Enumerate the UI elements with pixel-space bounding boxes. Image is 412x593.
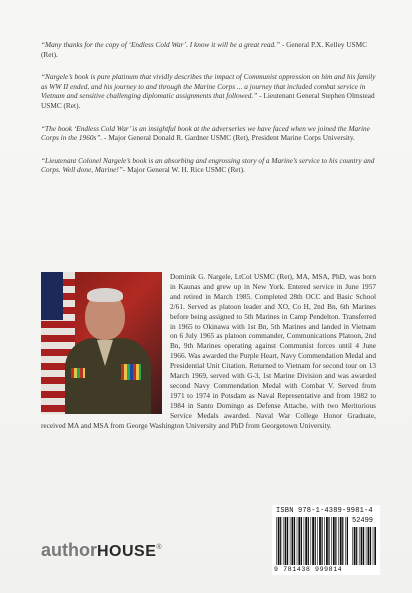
endorsement-quotes	[41, 40, 376, 188]
barcode-bar	[345, 517, 346, 565]
barcode-bar	[374, 527, 376, 565]
barcode-bar	[319, 517, 321, 565]
quote-attribution: - Major General W. H. Rice USMC (Ret).	[122, 165, 245, 175]
quote-text: “Nargele’s book is pure platinum that vividly describes the impact of Communist oppression on him and his family as WW II ended, and his journey to and through the Marine Corps ... a journey that included combat service in Vietnam and sensitive challenging diplomatic assignments that followed.”	[41, 72, 376, 101]
barcode-bar	[366, 527, 367, 565]
barcode-bar	[363, 527, 364, 565]
author-bio-section	[41, 272, 376, 431]
barcode-bar	[354, 527, 356, 565]
barcode-bar	[278, 517, 280, 565]
ean-bars	[276, 517, 348, 565]
barcode-bar	[324, 517, 325, 565]
quote-attribution: - Major General Donald R. Gardner USMC (Ret), President Marine Corps University.	[102, 133, 355, 143]
barcode-bar	[359, 527, 360, 565]
barcode-bar	[322, 517, 323, 565]
barcode-bar	[292, 517, 294, 565]
barcode-bar	[280, 517, 281, 565]
quote-2	[41, 72, 376, 110]
publisher-logo	[41, 540, 162, 561]
author-photo	[41, 272, 162, 414]
barcode-bar	[305, 517, 307, 565]
ean-number: 9 781438 999814	[274, 566, 343, 573]
barcode-bar	[342, 517, 343, 565]
barcode-bar	[338, 517, 339, 565]
flag-canton	[41, 272, 63, 320]
barcode-bar	[315, 517, 316, 565]
barcode-bar	[373, 527, 374, 565]
barcode-bar	[333, 517, 335, 565]
barcode-bar	[370, 527, 371, 565]
barcode-bar	[356, 527, 357, 565]
medal-ribbons	[121, 364, 141, 380]
addon-bars	[352, 527, 376, 565]
barcode-bar	[368, 527, 370, 565]
barcode-bar	[276, 517, 277, 565]
registered-mark: ®	[156, 544, 162, 551]
barcode-bar	[312, 517, 314, 565]
barcode-bar	[326, 517, 328, 565]
quote-attribution: - Lieutenant General Stephen Olmstead USMC (Ret).	[41, 91, 375, 110]
barcode-bar	[347, 517, 348, 565]
barcode-bar	[340, 517, 342, 565]
logo-house: HOUSE	[97, 543, 157, 560]
author-bio: Dominik G. Nargele, LtCol USMC (Ret), MA, MSA, PhD, was born in Kaunas and grew up in New York. Entered service in June 1957 and retired in March 1985. Completed 28th OCC and Basic School 2/61. Served as platoon leader and XO, Co H, 2nd Bn, 6th Marines before being assigned to 5th Marines in Camp Pendelton. Transferred in 1965 to Okinawa with 1st Bn, 5th Marines and landed in Vietnam on 6 July 1965 as platoon commander, Communications Platoon, 2nd Bn, 9th Marines operating against Communist forces until 4 June 1966. Was awarded the Purple Heart, Navy Commendation Medal and Presidential Unit Citation. Returned to Vietnam for second tour on 13 March 1969, served with G-3, 1st Marine Division and was awarded second Navy Commendation Medal with Combat V. Served from 1971 to 1974 in Potsdam as Naval Representative and from 1982 to 1984 in Santo Domingo as Defense Attache, with two Meritorious Service Medals awarded. Naval War College Honor Graduate, received MA and MSA from George Washington University and PhD from Georgetown University.	[41, 272, 376, 430]
barcode-bar	[311, 517, 312, 565]
logo-author: author	[41, 540, 97, 560]
quote-4	[41, 156, 376, 175]
portrait-hair	[87, 288, 123, 302]
isbn-label: ISBN 978-1-4389-9981-4	[276, 507, 373, 515]
quote-text: “Many thanks for the copy of ‘Endless Cold War’. I know it will be a great read.”	[41, 40, 281, 49]
barcode-bar	[283, 517, 284, 565]
barcode-bar	[297, 517, 298, 565]
barcode-bar	[294, 517, 295, 565]
quote-1	[41, 40, 376, 59]
barcode-bar	[352, 527, 353, 565]
quote-3	[41, 124, 376, 143]
barcode-bar	[304, 517, 305, 565]
price-addon-number: 52499	[352, 517, 374, 525]
barcode-bar	[287, 517, 288, 565]
barcode-bar	[290, 517, 291, 565]
barcode-bar	[301, 517, 302, 565]
medal-ribbons-left	[71, 368, 85, 378]
isbn-barcode	[272, 505, 380, 575]
quote-attribution: - General P.X. Kelley USMC (Ret).	[41, 40, 367, 59]
barcode-bar	[331, 517, 332, 565]
barcode-bar	[308, 517, 309, 565]
barcode-bar	[317, 517, 318, 565]
barcode-bar	[285, 517, 287, 565]
quote-text: “The book ‘Endless Cold War’ is an insightful book at the adverseries we have faced when we joined the Marine Corps in the 1960s”.	[41, 123, 370, 143]
barcode-bar	[298, 517, 300, 565]
quote-text: “Lieutenant Colonel Nargele’s book is an absorbing and engrossing story of a Marine’s service to his country and Corps. Well done, Marine!”	[41, 155, 375, 175]
barcode-bar	[361, 527, 363, 565]
barcode-bar	[328, 517, 329, 565]
barcode-bar	[335, 517, 336, 565]
